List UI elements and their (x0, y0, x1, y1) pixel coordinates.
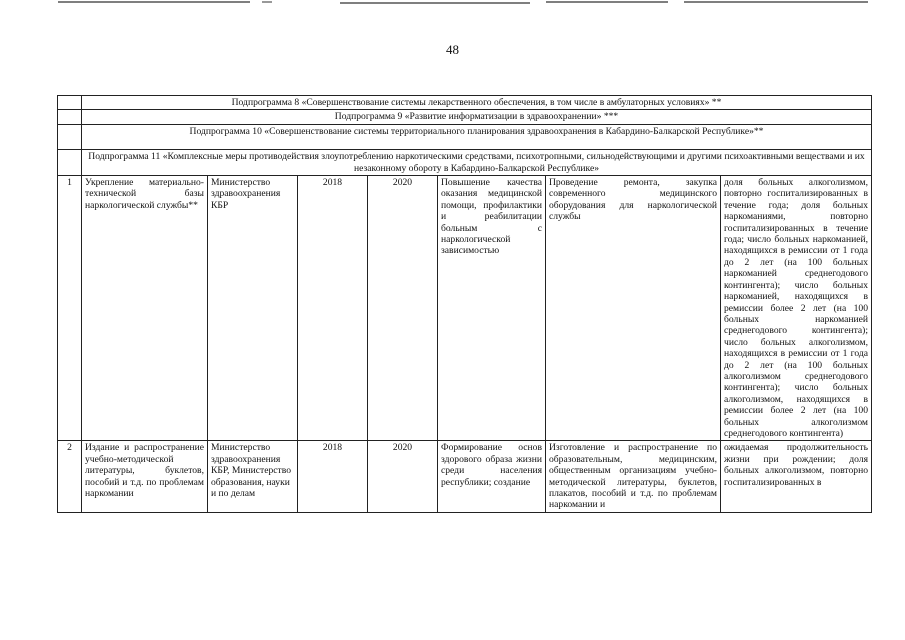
subprogram-title: Подпрограмма 11 «Комплексные меры противодействия злоупотреблению наркотическими средствами, психотропными, сильнодействующими и другими психоактивными веществами и их незаконному обороту в Кабардино-Балкарской Республике» (82, 150, 872, 176)
subprogram-row (58, 96, 872, 110)
program-table (57, 95, 872, 513)
table-row (58, 441, 872, 512)
target-indicators: ожидаемая продолжительность жизни при рождении; доля больных алкоголизмом, повторно госпитализированных в (721, 441, 872, 512)
start-year: 2018 (298, 176, 368, 441)
expected-result: Формирование основ здорового образа жизни среди населения республики; создание (438, 441, 546, 512)
blank-cell (58, 124, 82, 149)
blank-cell (58, 110, 82, 124)
expected-result: Повышение качества оказания медицинской помощи, профилактики и реабилитации больным с наркологической зависимостью (438, 176, 546, 441)
blank-cell (58, 150, 82, 176)
table-row (58, 176, 872, 441)
main-activities: Изготовление и распространение по образовательным, медицинским, общественным организациям учебно-методической литературы, буклетов, плакатов, пособий и т.д. по проблемам наркомании и (546, 441, 721, 512)
end-year: 2020 (368, 176, 438, 441)
main-activities: Проведение ремонта, закупка современного медицинского оборудования для наркологической службы (546, 176, 721, 441)
subprogram-title: Подпрограмма 10 «Совершенствование системы территориального планирования здравоохранения в Кабардино-Балкарской Республике»** (82, 124, 872, 149)
scan-edge-marks (0, 0, 905, 8)
subprogram-row (58, 124, 872, 149)
blank-cell (58, 96, 82, 110)
page-number: 48 (446, 42, 459, 57)
executor: Министерство здравоохранения КБР, Министерство образования, науки и по делам (208, 441, 298, 512)
end-year: 2020 (368, 441, 438, 512)
subprogram-row (58, 110, 872, 124)
start-year: 2018 (298, 441, 368, 512)
executor: Министерство здравоохранения КБР (208, 176, 298, 441)
measure-name: Укрепление материально-технической базы наркологической службы** (82, 176, 208, 441)
subprogram-title: Подпрограмма 9 «Развитие информатизации в здравоохранении» *** (82, 110, 872, 124)
subprogram-title: Подпрограмма 8 «Совершенствование системы лекарственного обеспечения, в том числе в амбулаторных условиях» ** (82, 96, 872, 110)
target-indicators: доля больных алкоголизмом, повторно госпитализированных в течение года; доля больных наркоманиями, повторно госпитализированных в течение года; число больных наркоманией, находящихся в ремиссии от 1 года до 2 лет (на 100 больных наркоманией среднегодового контингента); число больных наркоманией, находящихся в ремиссии более 2 лет (на 100 больных наркоманией среднегодового контингента); число больных алкоголизмом, находящихся в ремиссии от 1 года до 2 лет (на 100 больных алкоголизмом среднегодового контингента); число больных алкоголизмом, находящихся в ремиссии более 2 лет (на 100 больных алкоголизмом среднегодового контингента) (721, 176, 872, 441)
subprogram-row (58, 150, 872, 176)
row-number: 1 (58, 176, 82, 441)
measure-name: Издание и распространение учебно-методической литературы, буклетов, пособий и т.д. по проблемам наркомании (82, 441, 208, 512)
row-number: 2 (58, 441, 82, 512)
